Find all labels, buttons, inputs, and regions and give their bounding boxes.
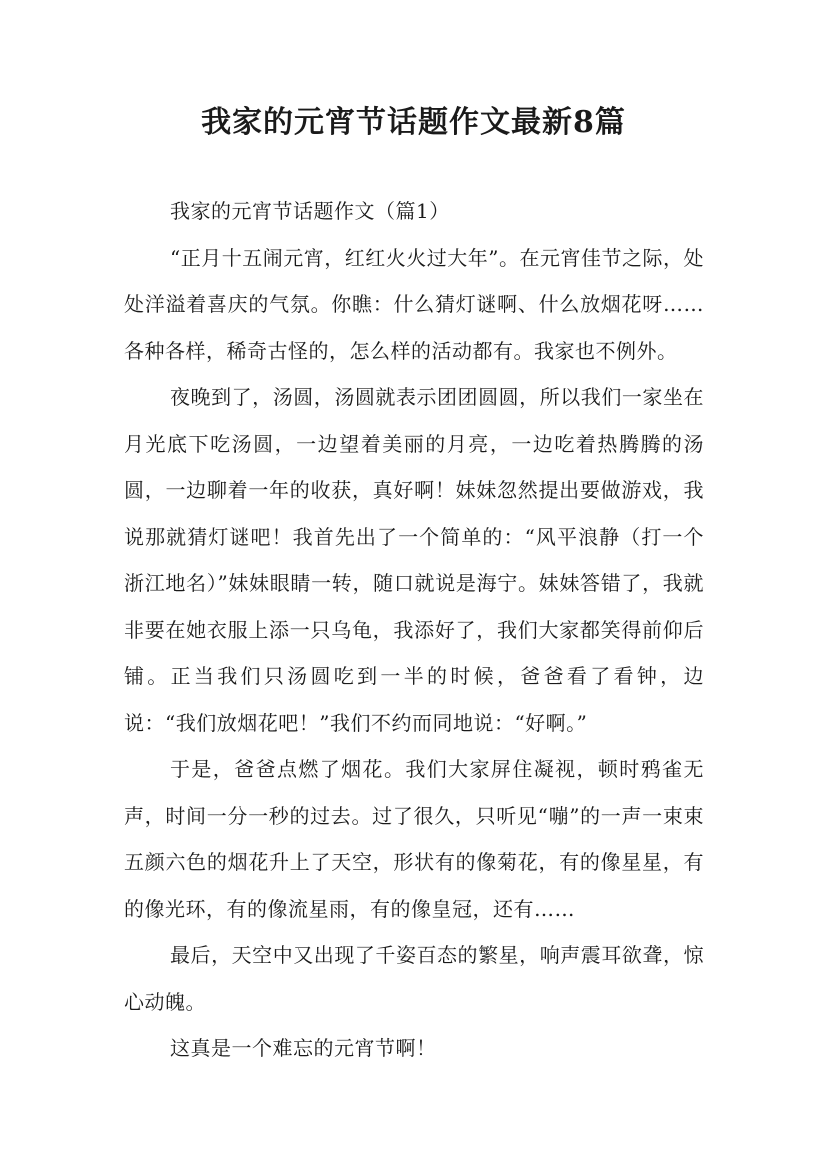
section-heading: 我家的元宵节话题作文（篇1） xyxy=(170,199,450,223)
paragraph-4: 最后，天空中又出现了千姿百态的繁星，响声震耳欲聋，惊心动魄。 xyxy=(124,943,704,1014)
paragraph-2: 夜晚到了，汤圆，汤圆就表示团团圆圆，所以我们一家坐在月光底下吃汤圆，一边望着美丽的月亮，一边吃着热腾腾的汤圆，一边聊着一年的收获，真好啊！妹妹忽然提出要做游戏，我说那就猜灯谜吧！我首先出了一个简单的：“风平浪静（打一个浙江地名）”妹妹眼睛一转，随口就说是海宁。妹妹答错了，我就非要在她衣服上添一只乌龟，我添好了，我们大家都笑得前仰后铺。正当我们只汤圆吃到一半的时候，爸爸看了看钟，边说：“我们放烟花吧！”我们不约而同地说：“好啊。” xyxy=(124,385,704,735)
document-body xyxy=(124,188,704,1072)
document-title: 我家的元宵节话题作文最新8篇 xyxy=(201,105,626,140)
paragraph-1: “正月十五闹元宵，红红火火过大年”。在元宵佳节之际，处处洋溢着喜庆的气氛。你瞧：什么猜灯谜啊、什么放烟花呀……各种各样，稀奇古怪的，怎么样的活动都有。我家也不例外。 xyxy=(124,245,704,363)
paragraph-3: 于是，爸爸点燃了烟花。我们大家屏住凝视，顿时鸦雀无声，时间一分一秒的过去。过了很久，只听见“嘣”的一声一束束五颜六色的烟花升上了天空，形状有的像菊花，有的像星星，有的像光环，有的像流星雨，有的像皇冠，还有…… xyxy=(124,757,704,921)
paragraph-5: 这真是一个难忘的元宵节啊！ xyxy=(170,1036,437,1060)
